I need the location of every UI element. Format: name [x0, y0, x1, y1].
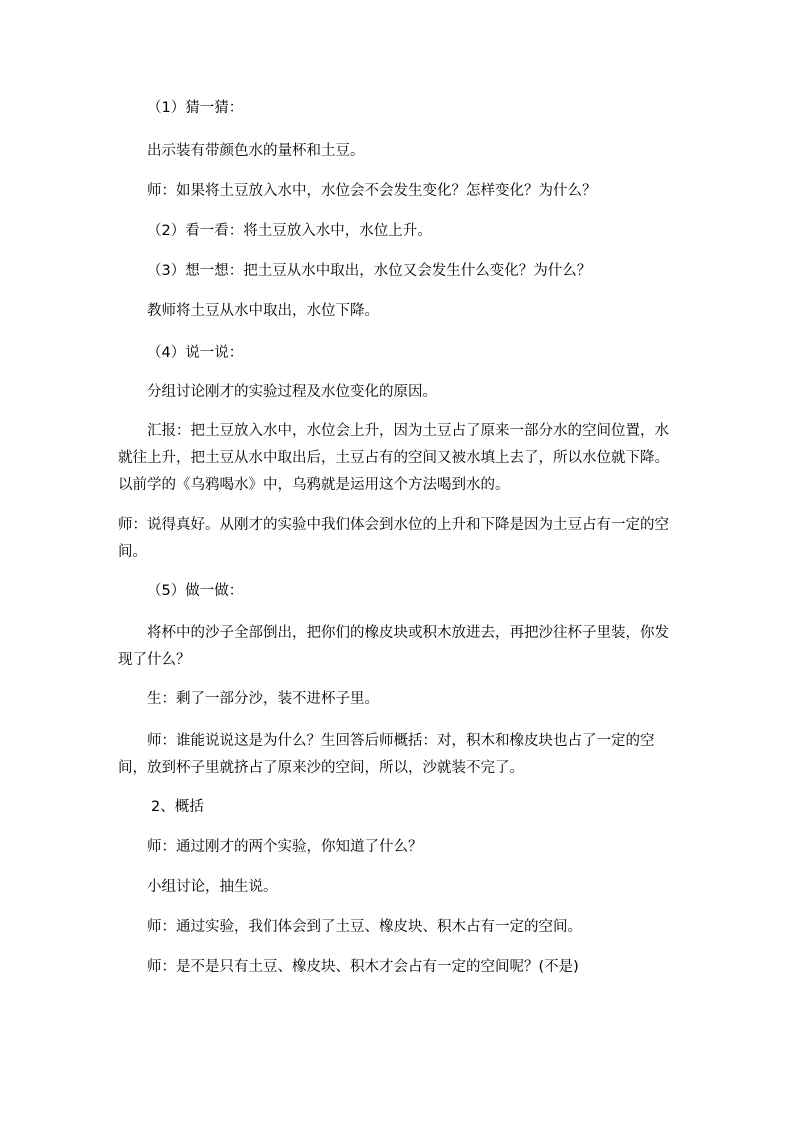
paragraph-say-heading: （4）说一说： — [147, 345, 244, 361]
paragraph-show-cup: 出示装有带颜色水的量杯和土豆。 — [147, 143, 365, 159]
paragraph-teacher-question-2: 师：通过刚才的两个实验，你知道了什么？ — [147, 839, 423, 855]
paragraph-teacher-experiment: 师：通过实验，我们体会到了土豆、橡皮块、积木占有一定的空间。 — [147, 919, 582, 935]
paragraph-pour-sand: 将杯中的沙子全部倒出，把你们的橡皮块或积木放进去，再把沙往杯子里装，你发现了什么？ — [118, 625, 669, 668]
paragraph-look-heading: （2）看一看：将土豆放入水中，水位上升。 — [147, 223, 432, 239]
paragraph-do-heading: （5）做一做： — [147, 583, 244, 599]
paragraph-teacher-remove: 教师将土豆从水中取出，水位下降。 — [147, 303, 379, 319]
paragraph-teacher-summary: 师：谁能说说这是为什么？生回答后师概括：对，积木和橡皮块也占了一定的空间，放到杯子里就挤占了原来沙的空间，所以，沙就装不完了。 — [118, 733, 655, 776]
paragraph-report: 汇报：把土豆放入水中，水位会上升，因为土豆占了原来一部分水的空间位置，水就往上升，把土豆从水中取出后，土豆占有的空间又被水填上去了，所以水位就下降。以前学的《乌鸦喝水》中，乌鸦就是运用这个方法喝到水的。 — [118, 423, 669, 493]
paragraph-guess-heading: （1）猜一猜： — [147, 100, 244, 116]
paragraph-teacher-praise: 师：说得真好。从刚才的实验中我们体会到水位的上升和下降是因为土豆占有一定的空间。 — [118, 517, 669, 560]
paragraph-teacher-question-3: 师：是不是只有土豆、橡皮块、积木才会占有一定的空间呢？(不是) — [147, 959, 579, 975]
paragraph-group-discuss: 分组讨论刚才的实验过程及水位变化的原因。 — [147, 384, 437, 400]
paragraph-student-answer: 生：剩了一部分沙，装不进杯子里。 — [147, 691, 379, 707]
paragraph-think-heading: （3）想一想：把土豆从水中取出，水位又会发生什么变化？为什么？ — [147, 263, 592, 279]
paragraph-group-talk: 小组讨论，抽生说。 — [147, 879, 278, 895]
paragraph-conclusion-heading: 2、概括 — [151, 799, 204, 815]
paragraph-teacher-question-1: 师：如果将土豆放入水中，水位会不会发生变化？怎样变化？为什么？ — [147, 183, 597, 199]
